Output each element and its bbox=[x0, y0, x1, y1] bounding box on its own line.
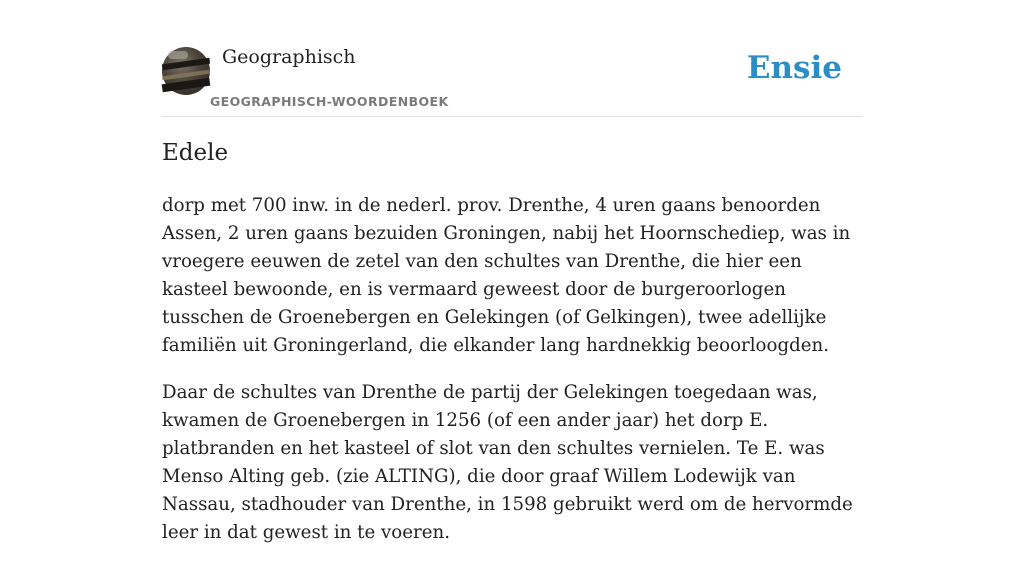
source-title-link[interactable]: Geographisch bbox=[222, 46, 356, 68]
entry-paragraph: Daar de schultes van Drenthe de partij der Gelekingen toegedaan was, kwamen de Groenebergen in 1256 (of een ander jaar) het dorp E. platbranden en het kasteel of slot van den schultes vernielen. Te E. was Menso Alting geb. (zie ALTING), die door graaf Willem Lodewijk van Nassau, stadhouder van Drenthe, in 1598 gebruikt werd om de hervormde leer in dat gewest in te voeren. bbox=[162, 382, 853, 543]
source-slug: GEOGRAPHISCH-WOORDENBOEK bbox=[210, 94, 449, 109]
entry-paragraph: dorp met 700 inw. in de nederl. prov. Drenthe, 4 uren gaans benoorden Assen, 2 uren gaans bezuiden Groningen, nabij het Hoornschediep, was in vroegere eeuwen de zetel van den schultes van Drenthe, die hier een kasteel bewoonde, en is vermaard geweest door de burgeroorlogen tusschen de Groenebergen en Gelekingen (of Gelkingen), twee adellijke familiën uit Groningerland, die elkander lang hardnekkig beoorloogden. bbox=[162, 195, 851, 356]
ensie-logo[interactable]: Ensie bbox=[746, 50, 842, 86]
source-header bbox=[162, 0, 862, 117]
source-avatar[interactable] bbox=[162, 47, 210, 95]
entry-body bbox=[162, 192, 862, 566]
entry-title: Edele bbox=[162, 140, 229, 166]
